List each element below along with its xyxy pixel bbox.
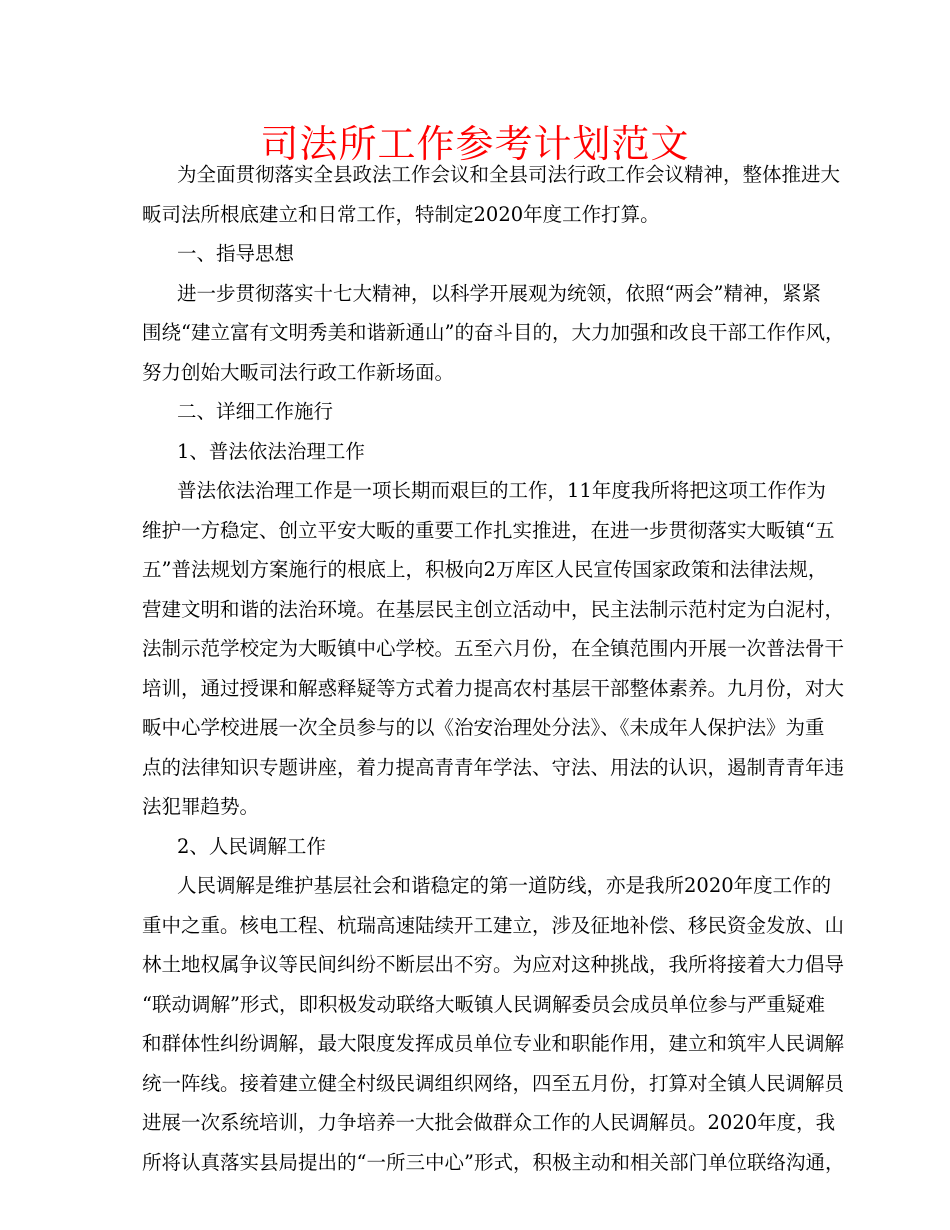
body-line: 畈司法所根底建立和日常工作，特制定2020年度工作打算。 [142, 203, 660, 226]
body-line: 林土地权属争议等民间纠纷不断层出不穷。为应对这种挑战，我所将接着大力倡导 [142, 953, 845, 976]
subsection-heading: 1、普法依法治理工作 [177, 440, 365, 463]
body-line: 培训，通过授课和解惑释疑等方式着力提高农村基层干部整体素养。九月份，对大 [142, 677, 845, 700]
body-line: 和群体性纠纷调解，最大限度发挥成员单位专业和职能作用，建立和筑牢人民调解 [142, 1032, 845, 1055]
subsection-heading: 2、人民调解工作 [177, 835, 326, 858]
body-line: 所将认真落实县局提出的“一所三中心”形式，积极主动和相关部门单位联络沟通， [142, 1151, 845, 1174]
body-line: 努力创始大畈司法行政工作新场面。 [142, 361, 455, 384]
body-line: 进展一次系统培训，力争培养一大批会做群众工作的人民调解员。2020年度，我 [142, 1111, 836, 1134]
section-heading: 一、指导思想 [177, 242, 295, 265]
body-line: 法制示范学校定为大畈镇中心学校。五至六月份，在全镇范围内开展一次普法骨干 [142, 637, 845, 660]
body-line: 点的法律知识专题讲座，着力提高青青年学法、守法、用法的认识，遏制青青年违 [142, 756, 845, 779]
body-line: 围绕“建立富有文明秀美和谐新通山”的奋斗目的，大力加强和改良干部工作作风， [142, 321, 845, 344]
body-line: 法犯罪趋势。 [142, 795, 260, 818]
body-line: 人民调解是维护基层社会和谐稳定的第一道防线，亦是我所2020年度工作的 [177, 874, 832, 897]
body-line: 营建文明和谐的法治环境。在基层民主创立活动中，民主法制示范村定为白泥村， [142, 598, 845, 621]
body-line: 普法依法治理工作是一项长期而艰巨的工作，11年度我所将把这项工作作为 [177, 479, 826, 502]
section-heading: 二、详细工作施行 [177, 400, 334, 423]
body-line: 重中之重。核电工程、杭瑞高速陆续开工建立，涉及征地补偿、移民资金发放、山 [142, 914, 845, 937]
body-line: 五”普法规划方案施行的根底上，积极向2万库区人民宣传国家政策和法律法规， [142, 558, 828, 581]
body-line: 统一阵线。接着建立健全村级民调组织网络，四至五月份，打算对全镇人民调解员 [142, 1072, 845, 1095]
body-line: 畈中心学校进展一次全员参与的以《治安治理处分法》、《未成年人保护法》为重 [142, 716, 825, 739]
body-line: 维护一方稳定、创立平安大畈的重要工作扎实推进，在进一步贯彻落实大畈镇“五 [142, 519, 835, 542]
body-line: “联动调解”形式，即积极发动联络大畈镇人民调解委员会成员单位参与严重疑难 [142, 993, 825, 1016]
body-line: 进一步贯彻落实十七大精神，以科学开展观为统领，依照“两会”精神，紧紧 [177, 282, 821, 305]
document-title: 司法所工作参考计划范文 [260, 122, 690, 166]
body-line: 为全面贯彻落实全县政法工作会议和全县司法行政工作会议精神，整体推进大 [177, 163, 841, 186]
